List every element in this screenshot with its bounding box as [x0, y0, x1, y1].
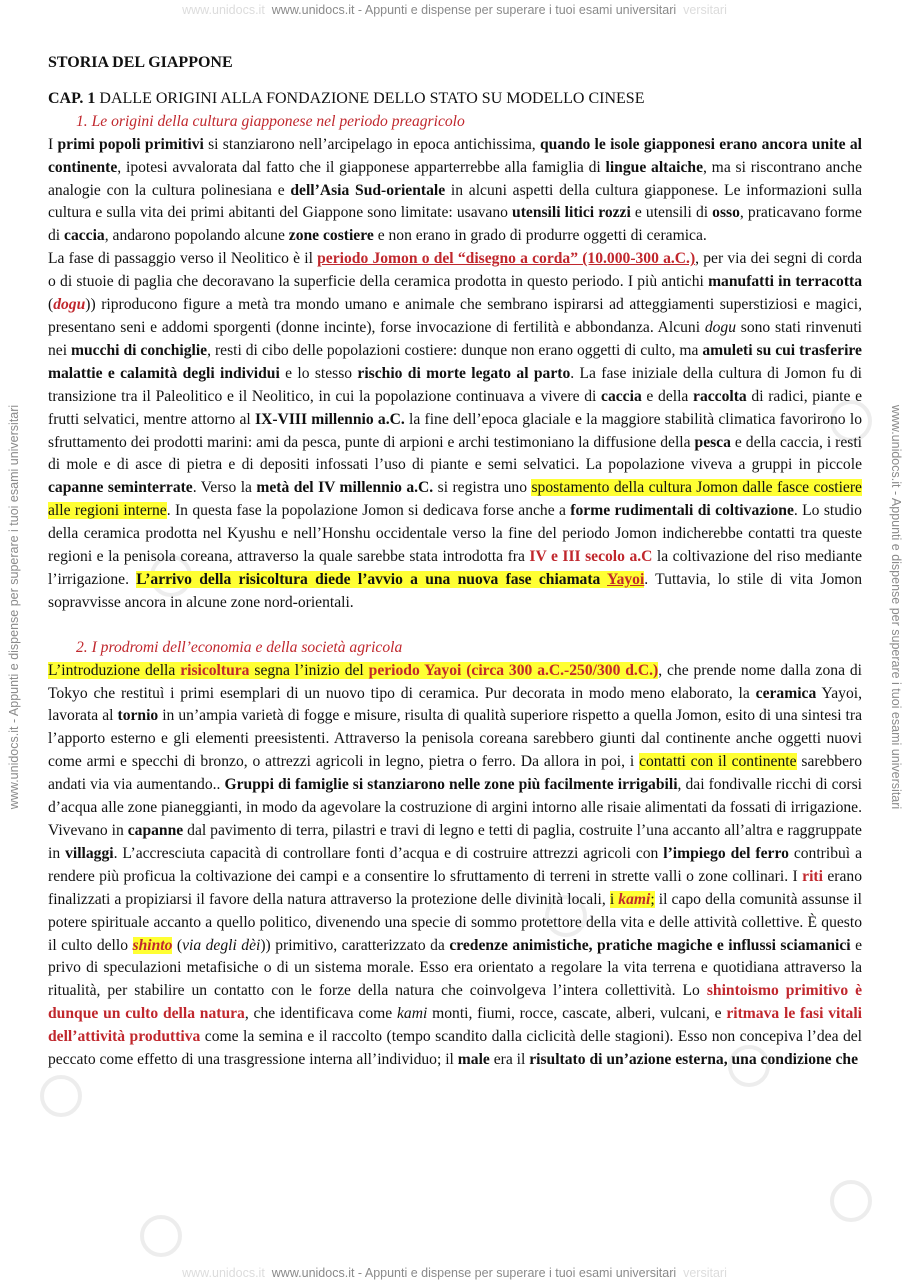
chapter-number: CAP. 1	[48, 89, 96, 107]
chapter-title: DALLE ORIGINI ALLA FONDAZIONE DELLO STATO SU MODELLO CINESE	[95, 89, 645, 107]
text-run: utensili litici rozzi	[512, 204, 631, 222]
text-run: . Verso la	[192, 479, 257, 497]
paragraph-gap	[48, 615, 862, 637]
text-run: , dai fondivalle ricchi di corsi d’acqua alle zone pianeggianti, in modo da agevolare la costruzione di argini intorno alle risaie alimentati da fossati di irrigazione. Vivevano in	[48, 776, 862, 839]
text-run: lingue altaiche	[605, 158, 703, 176]
text-run: erano finalizzati a propiziarsi il favore della natura attraverso la protezione delle divinità locali,	[48, 867, 862, 908]
text-run: sono stati rinvenuti nei	[48, 318, 862, 359]
document-title: STORIA DEL GIAPPONE	[48, 54, 233, 71]
chapter-heading	[48, 88, 862, 111]
text-run: riti	[802, 867, 823, 885]
text-run: ritmava le fasi vitali dell’attività produttiva	[48, 1005, 863, 1046]
text-run: capanne seminterrate	[48, 479, 193, 497]
highlight-run	[610, 891, 655, 908]
text-run: la coltivazione del riso mediante l’irrigazione.	[48, 548, 862, 588]
text-run: ) primitivo, caratterizzato da	[265, 936, 450, 954]
text-run: pesca	[694, 433, 731, 451]
highlight-run: segna l’inizio del	[249, 661, 369, 679]
text-run: il capo della comunità assunse il potere spirituale accanto a quello politico, divenendo una specie di sommo protettore della vita e delle attività collettive. È questo il culto dello	[48, 890, 862, 954]
text-run: )	[260, 936, 266, 954]
text-run: , per via dei segni di corda o di stuoie di paglia che decoravano la superficie della ceramica prodotta in questo periodo. I più antichi	[48, 250, 862, 291]
section-2-title: 2. I prodromi dell’economia e della società agricola	[76, 638, 403, 656]
text-run: credenze animistiche, pratiche magiche e influssi sciamanici	[449, 936, 851, 954]
text-run: in un’ampia varietà di fogge e misure, risulta di qualità superiore rispetto a quella Jomon, esito di una sintesi tra l’apporto esterno e gli elementi preesistenti. Attraverso la penisola coreana sarebbero giunti dal continente anche oggetti nuovi come armi e specchi di bronzo, o attrezzi agricoli in legno, pietra o ferro. Da allora in poi, i	[48, 707, 862, 771]
text-run: shintoismo primitivo è dunque un culto della natura	[48, 982, 863, 1023]
text-run: I	[48, 135, 58, 153]
highlight-run: L’arrivo della risicoltura diede l’avvio a una nuova fase chiamata	[136, 570, 608, 588]
text-run: e non erano in grado di produrre oggetti di ceramica.	[373, 227, 707, 245]
watermark-right-side: www.unidocs.it - Appunti e dispense per superare i tuoi esami universitari	[889, 404, 903, 810]
text-run: kami	[396, 1005, 428, 1023]
text-run: caccia	[64, 227, 105, 245]
watermark-footer-text: www.unidocs.it - Appunti e dispense per superare i tuoi esami universitari	[271, 1266, 677, 1280]
text-run: era il	[489, 1051, 530, 1069]
text-run: Yayoi, lavorata al	[48, 684, 862, 725]
text-run: kami	[618, 890, 651, 908]
watermark-logo-icon	[40, 1075, 82, 1117]
text-run: , ipotesi avvalorata dal fatto che il giapponese apparterrebbe alla famiglia di	[117, 158, 606, 176]
text-run: primi popoli primitivi	[57, 135, 204, 153]
text-run: metà del IV millennio a.C.	[256, 479, 434, 497]
text-run: (	[48, 296, 54, 314]
watermark-logo-icon	[830, 1180, 872, 1222]
text-run: si stanziarono nell’arcipelago in epoca antichissima,	[203, 135, 540, 153]
text-run: dal pavimento di terra, pilastri e travi di legno e tetti di paglia, costruite l’una accanto all’altra e raggruppate in	[48, 822, 862, 862]
document-body	[48, 52, 862, 1072]
text-run: , andarono popolando alcune	[104, 227, 289, 245]
text-run: , che prende nome dalla zona di Tokyo che restituì i primi esemplari di un nuovo tipo di ceramica. Pur decorata in modo meno elaborato, la	[48, 661, 863, 702]
text-run: e privo di speculazioni metafisiche o di un sistema morale. Esso era orientato a regolare la vita terrena e quotidiana attraverso la ritualità, per stabilire un contatto con le forze della natura che coinvolgeva l’intera collettività. Lo	[48, 936, 863, 1000]
text-run: e utensili di	[630, 204, 713, 222]
watermark-footer	[0, 1266, 909, 1280]
text-run: e lo stesso	[279, 364, 358, 382]
text-run: l’impiego del ferro	[663, 844, 789, 862]
text-run: zone costiere	[288, 227, 374, 245]
watermark-left-side: www.unidocs.it - Appunti e dispense per superare i tuoi esami universitari	[7, 404, 21, 810]
text-run: ceramica	[755, 684, 817, 702]
text-run: periodo Jomon o del “disegno a corda” (10.000-300 a.C.)	[317, 250, 696, 268]
text-run: rischio di morte legato al parto	[357, 364, 571, 382]
watermark-header	[0, 3, 909, 17]
text-run: risultato di un’azione esterna, una condizione che	[529, 1051, 859, 1069]
text-run: villaggi	[65, 844, 114, 862]
text-run: la fine dell’epoca glaciale e la maggiore stabilità climatica favorirono lo sfruttamento dei prodotti marini: ami da pesca, punte di arpioni e archi testimoniano la diffusione della	[48, 410, 862, 451]
text-run: , resti di cibo delle popolazioni costiere: dunque non erano oggetti di culto, ma	[207, 341, 703, 359]
text-run: e della caccia, i resti di mole e di asce di pietra e di depositi infossati l’uso di piante e semi selvatici. La popolazione viveva a gruppi in piccole	[48, 433, 862, 474]
highlight-run: shinto	[132, 936, 173, 954]
text-run: . In questa fase la popolazione Jomon si dedicava forse anche a	[166, 502, 571, 520]
text-run: mucchi di conchiglie	[71, 341, 208, 359]
highlight-run: risicoltura	[180, 661, 250, 679]
text-run: via degli dèi	[182, 936, 261, 954]
text-run: dogu	[53, 296, 86, 314]
watermark-faint-left: www.unidocs.it	[182, 3, 265, 17]
text-run: ;	[650, 890, 655, 908]
text-run: come la semina e il raccolto (tempo scandito dalla ciclicità delle stagioni). Esso non concepiva l’dea del peccato come effetto di una trasgressione interna all’individuo; il	[48, 1028, 863, 1069]
text-run: , praticavano forme di	[48, 204, 862, 245]
text-run: . Lo studio della ceramica prodotta nel Kyushu e nell’Honshu occidentale verso la fine del periodo Jomon indicherebbe contatti tra queste regioni e la penisola coreana, attraverso la quale sarebbe stata introdotta fra	[48, 502, 862, 566]
text-run: . La fase iniziale della cultura di Jomon fu di transizione tra il Paleolitico e il Neolitico, in cui la popolazione continuava a vivere di	[48, 364, 862, 405]
text-run: (	[172, 936, 183, 954]
highlight-run: contatti con il continente	[639, 753, 797, 771]
text-run: raccolta	[693, 387, 747, 405]
text-run: manufatti in terracotta	[708, 273, 863, 291]
text-run: i	[609, 890, 619, 908]
text-run: quando le isole giapponesi erano ancora unite al continente	[48, 135, 862, 176]
text-run: Gruppi di famiglie si stanziarono nelle zone più facilmente irrigabili	[224, 776, 678, 794]
highlight-run: periodo Yayoi (circa 300 a.C.-250/300 d.C.)	[368, 661, 659, 679]
text-run: IV e III secolo a.C	[529, 548, 653, 566]
text-run: contribuì a rendere più proficua la coltivazione dei campi e a consentire lo sfruttamento di terreni in strette valli o zone collinari. I	[48, 844, 862, 885]
text-run: caccia	[601, 387, 642, 405]
text-run: osso	[712, 204, 740, 222]
section-1-title: 1. Le origini della cultura giapponese nel periodo preagricolo	[76, 112, 465, 130]
text-run: tornio	[117, 707, 159, 725]
highlight-run: Yayoi	[607, 570, 645, 588]
text-run: dogu	[704, 318, 736, 336]
text-run: amuleti su cui trasferire malattie e calamità degli individui	[48, 341, 862, 382]
watermark-faint-right-bottom: versitari	[683, 1266, 727, 1280]
watermark-logo-icon	[140, 1215, 182, 1257]
text-run: in alcuni aspetti della cultura giapponese. Le informazioni sulla cultura e sulla vita dei primi abitanti del Giappone sono limitate: usavano	[48, 181, 862, 222]
paragraph-3	[48, 660, 862, 1072]
text-run: di radici, piante e frutti selvatici, mentre attorno al	[48, 387, 862, 428]
paragraph-1	[48, 134, 862, 249]
text-run: male	[457, 1051, 490, 1069]
text-run: ) riproducono figure a metà tra mondo umano e animale che sembrano ispirarsi ad atteggiamenti superstiziosi e magici, presentano seni e addomi sporgenti (donne incinte), forse invocazione di fertilità e abbondanza. Alcuni	[48, 296, 862, 336]
watermark-faint-right: versitari	[683, 3, 727, 17]
watermark-header-text: www.unidocs.it - Appunti e dispense per superare i tuoi esami universitari	[271, 3, 677, 17]
text-run: forme rudimentali di coltivazione	[570, 502, 794, 520]
watermark-faint-left-bottom: www.unidocs.it	[182, 1266, 265, 1280]
text-run: capanne	[127, 822, 184, 839]
text-run: IX-VIII millennio a.C.	[255, 410, 405, 428]
text-run: , ma si riscontrano anche analogie con la cultura polinesiana e	[48, 158, 862, 199]
paragraph-2	[48, 248, 862, 615]
text-run: sarebbero andati via via aumentando..	[48, 753, 862, 794]
text-run: dell’Asia Sud-orientale	[290, 181, 446, 199]
highlight-run: L’introduzione della	[48, 661, 181, 679]
highlight-run: spostamento della cultura Jomon dalle fasce costiere alle regioni interne	[48, 479, 862, 520]
text-run: si registra uno	[433, 479, 532, 497]
text-run: e della	[641, 387, 694, 405]
text-run: . L’accresciuta capacità di controllare fonti d’acqua e di costruire attrezzi agricoli con	[113, 844, 664, 862]
text-run: La fase di passaggio verso il Neolitico è il	[48, 250, 318, 268]
text-run: . Tuttavia, lo stile di vita Jomon sopravvisse ancora in alcune zone nord-orientali.	[48, 570, 862, 611]
text-run: )	[85, 296, 91, 314]
text-run: , che identificava come	[244, 1005, 397, 1023]
text-run: monti, fiumi, rocce, cascate, alberi, vulcani, e	[427, 1005, 727, 1023]
